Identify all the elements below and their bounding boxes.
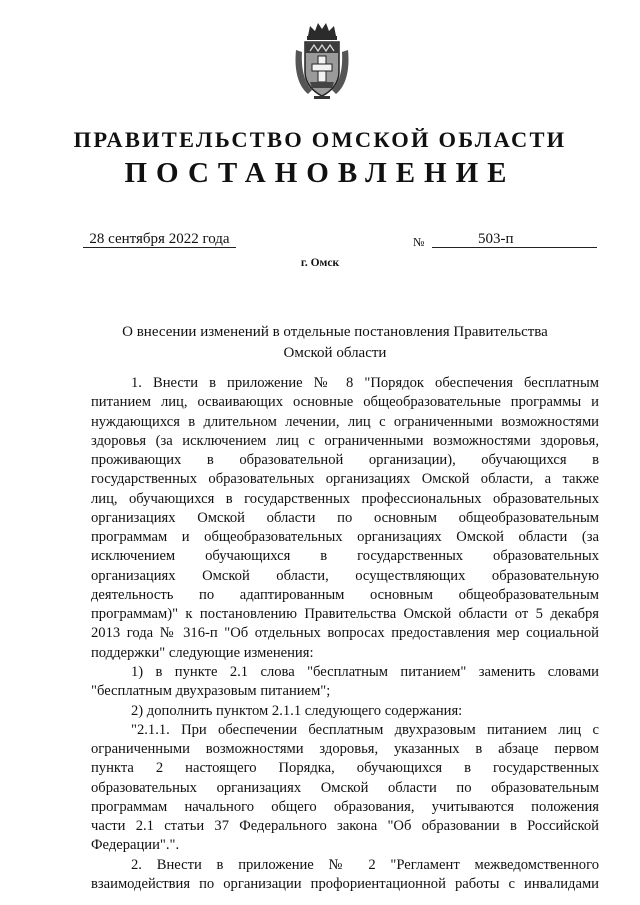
document-body bbox=[91, 374, 599, 894]
government-name: ПРАВИТЕЛЬСТВО ОМСКОЙ ОБЛАСТИ bbox=[73, 127, 567, 152]
subject-line: Омской области bbox=[283, 345, 387, 361]
body-line: 1) в пункте 2.1 слова "бесплатным питанием" заменить словами bbox=[131, 663, 599, 680]
body-line: программам и общеобразовательных организациях Омской области (за bbox=[91, 529, 599, 546]
document-number-field bbox=[432, 231, 597, 248]
body-line: деятельность по адаптированным основным общеобразовательным bbox=[91, 586, 599, 603]
body-line: взаимодействия по организации профориентационной работы с инвалидами bbox=[91, 875, 599, 892]
document-subject bbox=[100, 322, 570, 364]
body-line: 1. Внести в приложение № 8 "Порядок обеспечения бесплатным bbox=[131, 375, 599, 391]
body-line: проживающих в образовательной организации), обучающихся в bbox=[91, 452, 599, 469]
body-line: исключением обучающихся в государственных образовательных bbox=[91, 548, 599, 565]
body-line: лиц, обучающихся в государственных профессиональных образовательных bbox=[91, 490, 599, 507]
omsk-coat-of-arms-icon bbox=[292, 20, 352, 100]
body-line: государственных образовательных организациях Омской области, а также bbox=[91, 471, 599, 488]
body-line: организациях Омской области, осуществляющих образовательную bbox=[91, 567, 599, 584]
document-city: г. Омск bbox=[300, 257, 340, 269]
body-line: 2. Внести в приложение № 2 "Регламент межведомственного bbox=[131, 856, 599, 873]
body-line: программам)" к постановлению Правительства Омской области от 5 декабря bbox=[91, 606, 599, 623]
body-line: программам начального общего образования, учитываются положения bbox=[91, 798, 599, 815]
body-line: образовательных организациях Омской области по образовательным bbox=[91, 779, 599, 796]
body-line: "бесплатным двухразовым питанием"; bbox=[91, 683, 331, 700]
number-sign: № bbox=[413, 235, 425, 249]
body-line: пункта 2 настоящего Порядка, обучающихся в государственных bbox=[91, 760, 599, 777]
body-line: организациях Омской области по основным общеобразовательным bbox=[91, 509, 599, 526]
body-line: "2.1.1. При обеспечении бесплатным двухразовым питанием лиц с bbox=[131, 721, 599, 738]
body-line: ограниченными возможностями здоровья, указанных в абзаце первом bbox=[91, 741, 599, 758]
body-line: Федерации".". bbox=[91, 837, 180, 854]
body-line: 2013 года № 316-п "Об отдельных вопросах предоставления мер социальной bbox=[91, 625, 599, 642]
document-number: 503-п bbox=[478, 231, 514, 247]
body-line: поддержки" следующие изменения: bbox=[91, 644, 314, 661]
body-line: части 2.1 статьи 37 Федерального закона "Об образовании в Российской bbox=[91, 818, 599, 835]
document-date: 28 сентября 2022 года bbox=[83, 231, 236, 248]
body-line: питанием лиц, осваивающих основные общеобразовательные программы и bbox=[91, 394, 599, 411]
body-line: здоровья (за исключением лиц с ограниченными возможностями здоровья, bbox=[91, 432, 599, 449]
subject-line: О внесении изменений в отдельные постановления Правительства bbox=[122, 324, 548, 340]
body-line: 2) дополнить пунктом 2.1.1 следующего содержания: bbox=[131, 702, 463, 719]
body-line: нуждающихся в длительном лечении, лиц с ограниченными возможностями bbox=[91, 413, 599, 430]
document-type: ПОСТАНОВЛЕНИЕ bbox=[124, 157, 516, 189]
